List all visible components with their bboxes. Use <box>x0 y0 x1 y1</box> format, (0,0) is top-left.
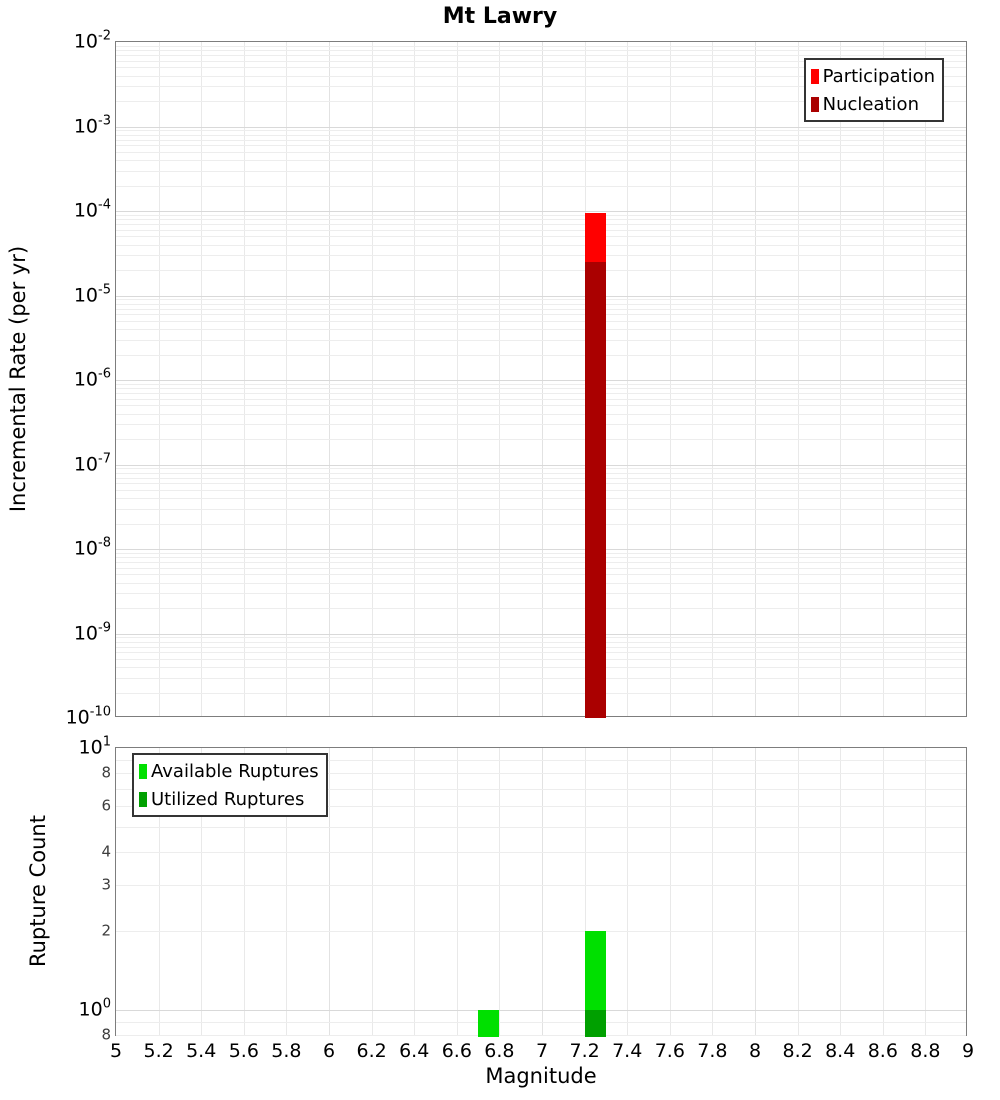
x-tick-label: 8.6 <box>867 1040 898 1062</box>
gridline-horizontal <box>116 647 966 648</box>
x-tick-label: 7.6 <box>654 1040 685 1062</box>
gridline-horizontal <box>116 321 966 322</box>
legend-label: Participation <box>822 65 935 87</box>
legend-marker-icon <box>139 792 147 807</box>
gridline-horizontal <box>116 1022 966 1023</box>
legend-marker-icon <box>139 764 147 779</box>
gridline-vertical <box>542 748 543 1035</box>
gridline-horizontal <box>116 236 966 237</box>
gridline-horizontal <box>116 314 966 315</box>
gridline-horizontal <box>116 885 966 886</box>
gridline-horizontal <box>116 634 966 635</box>
gridline-horizontal <box>116 384 966 385</box>
gridline-horizontal <box>116 388 966 389</box>
gridline-horizontal <box>116 405 966 406</box>
gridline-vertical <box>372 748 373 1035</box>
gridline-horizontal <box>116 211 966 212</box>
gridline-vertical <box>627 748 628 1035</box>
gridline-vertical <box>925 42 926 716</box>
legend-count <box>132 753 328 817</box>
gridline-vertical <box>670 42 671 716</box>
x-tick-label: 7.4 <box>612 1040 643 1062</box>
gridline-horizontal <box>116 296 966 297</box>
y-tick-label: $10^1$ <box>78 734 111 759</box>
gridline-vertical <box>840 748 841 1035</box>
gridline-horizontal <box>116 340 966 341</box>
gridline-horizontal <box>116 135 966 136</box>
y-tick-label: 8 <box>101 1025 111 1044</box>
gridline-horizontal <box>116 130 966 131</box>
x-tick-label: 8.8 <box>910 1040 941 1062</box>
y-tick-label: 3 <box>101 875 111 894</box>
legend-rate <box>804 58 944 122</box>
y-tick-label: $10^{-5}$ <box>73 282 111 306</box>
x-tick-label: 5.6 <box>228 1040 259 1062</box>
gridline-horizontal <box>116 224 966 225</box>
gridline-horizontal <box>116 667 966 668</box>
gridline-horizontal <box>116 568 966 569</box>
y-tick-label: $10^{-2}$ <box>73 28 111 53</box>
gridline-horizontal <box>116 393 966 394</box>
gridline-vertical <box>755 748 756 1035</box>
chart-title: Mt Lawry <box>442 4 558 29</box>
gridline-horizontal <box>116 309 966 310</box>
x-tick-label: 5.4 <box>186 1040 217 1062</box>
bar-available-ruptures <box>478 1010 499 1037</box>
gridline-horizontal <box>116 414 966 415</box>
incremental-rate-panel <box>65 28 967 729</box>
x-tick-label: 8 <box>748 1040 762 1062</box>
x-tick-label: 7 <box>535 1040 549 1062</box>
legend-item-utilized-ruptures <box>139 785 319 813</box>
gridline-horizontal <box>116 215 966 216</box>
gridline-horizontal <box>116 549 966 550</box>
gridline-horizontal <box>116 490 966 491</box>
gridline-horizontal <box>116 255 966 256</box>
gridline-horizontal <box>116 380 966 381</box>
gridline-horizontal <box>116 399 966 400</box>
y-tick-label: 2 <box>101 921 111 940</box>
gridline-horizontal <box>116 152 966 153</box>
gridline-horizontal <box>116 355 966 356</box>
gridline-vertical <box>883 42 884 716</box>
gridline-vertical <box>798 42 799 716</box>
gridline-vertical <box>159 42 160 716</box>
gridline-horizontal <box>116 827 966 828</box>
gridline-vertical <box>925 748 926 1035</box>
gridline-horizontal <box>116 127 966 128</box>
y-tick-label: 6 <box>101 796 111 815</box>
x-tick-label: 5.8 <box>271 1040 302 1062</box>
gridline-vertical <box>627 42 628 716</box>
legend-label: Nucleation <box>822 93 919 115</box>
gridline-horizontal <box>116 465 966 466</box>
gridline-horizontal <box>116 509 966 510</box>
gridline-horizontal <box>116 483 966 484</box>
gridline-vertical <box>499 42 500 716</box>
y-tick-label: $10^{-3}$ <box>73 113 111 137</box>
gridline-horizontal <box>116 608 966 609</box>
x-tick-label: 6 <box>322 1040 336 1062</box>
y-tick-label: $10^0$ <box>78 996 111 1021</box>
gridline-vertical <box>755 42 756 716</box>
gridline-horizontal <box>116 140 966 141</box>
gridline-horizontal <box>116 468 966 469</box>
gridline-vertical <box>329 42 330 716</box>
gridline-horizontal <box>116 562 966 563</box>
gridline-horizontal <box>116 230 966 231</box>
gridline-vertical <box>286 42 287 716</box>
gridline-horizontal <box>116 478 966 479</box>
gridline-horizontal <box>116 304 966 305</box>
gridline-horizontal <box>116 219 966 220</box>
gridline-horizontal <box>116 498 966 499</box>
x-tick-label: 8.2 <box>782 1040 813 1062</box>
gridline-horizontal <box>116 693 966 694</box>
y-tick-label: $10^{-9}$ <box>73 620 111 644</box>
x-tick-label: 6.8 <box>484 1040 515 1062</box>
gridline-vertical <box>414 42 415 716</box>
gridline-vertical <box>883 748 884 1035</box>
gridline-vertical <box>712 42 713 716</box>
bar-utilized-ruptures <box>585 1010 606 1037</box>
gridline-vertical <box>414 748 415 1035</box>
legend-label: Utilized Ruptures <box>151 788 305 810</box>
gridline-horizontal <box>116 524 966 525</box>
rate-y-axis-label: Incremental Rate (per yr) <box>6 245 30 513</box>
gridline-vertical <box>798 748 799 1035</box>
legend-item-participation <box>811 62 935 90</box>
gridline-horizontal <box>116 186 966 187</box>
gridline-horizontal <box>116 652 966 653</box>
x-tick-label: 7.8 <box>697 1040 728 1062</box>
gridline-horizontal <box>116 439 966 440</box>
gridline-vertical <box>457 748 458 1035</box>
legend-item-available-ruptures <box>139 757 319 785</box>
x-tick-label: 9 <box>961 1040 975 1062</box>
bar-nucleation <box>585 262 606 718</box>
gridline-horizontal <box>116 171 966 172</box>
gridline-horizontal <box>116 1035 966 1036</box>
gridline-horizontal <box>116 473 966 474</box>
gridline-vertical <box>329 748 330 1035</box>
gridline-horizontal <box>116 270 966 271</box>
y-tick-label: $10^{-6}$ <box>73 366 111 391</box>
legend-marker-icon <box>811 97 819 112</box>
gridline-horizontal <box>116 557 966 558</box>
gridline-horizontal <box>116 299 966 300</box>
gridline-horizontal <box>116 678 966 679</box>
gridline-horizontal <box>116 329 966 330</box>
legend-label: Available Ruptures <box>151 760 319 782</box>
gridline-horizontal <box>116 55 966 56</box>
x-tick-label: 7.2 <box>569 1040 600 1062</box>
x-tick-label: 6.2 <box>356 1040 387 1062</box>
gridline-horizontal <box>116 145 966 146</box>
gridline-horizontal <box>116 583 966 584</box>
gridline-vertical <box>372 42 373 716</box>
gridline-horizontal <box>116 659 966 660</box>
y-tick-label: $10^{-4}$ <box>73 197 111 222</box>
gridline-horizontal <box>116 50 966 51</box>
gridline-horizontal <box>116 931 966 932</box>
gridline-vertical <box>542 42 543 716</box>
x-axis-label: Magnitude <box>485 1064 597 1088</box>
gridline-horizontal <box>116 852 966 853</box>
count-y-axis-label: Rupture Count <box>26 815 50 967</box>
legend-item-nucleation <box>811 90 935 118</box>
x-tick-label: 5.2 <box>143 1040 174 1062</box>
gridline-horizontal <box>116 46 966 47</box>
gridline-vertical <box>244 42 245 716</box>
y-tick-label: $10^{-10}$ <box>65 704 111 729</box>
gridline-vertical <box>457 42 458 716</box>
gridline-vertical <box>840 42 841 716</box>
rupture-count-panel <box>78 734 975 1062</box>
gridline-horizontal <box>116 642 966 643</box>
gridline-vertical <box>670 748 671 1035</box>
gridline-horizontal <box>116 160 966 161</box>
gridline-horizontal <box>116 1010 966 1011</box>
gridline-vertical <box>712 748 713 1035</box>
gridline-vertical <box>201 42 202 716</box>
y-tick-label: 4 <box>101 842 111 861</box>
gridline-vertical <box>499 748 500 1035</box>
gridline-horizontal <box>116 574 966 575</box>
gridline-horizontal <box>116 245 966 246</box>
x-tick-label: 6.6 <box>441 1040 472 1062</box>
y-tick-label: $10^{-8}$ <box>73 535 111 560</box>
x-tick-label: 6.4 <box>399 1040 430 1062</box>
legend-marker-icon <box>811 69 819 84</box>
gridline-horizontal <box>116 593 966 594</box>
gridline-horizontal <box>116 553 966 554</box>
x-tick-label: 8.4 <box>825 1040 856 1062</box>
y-tick-label: $10^{-7}$ <box>73 451 111 475</box>
y-tick-label: 8 <box>101 763 111 782</box>
x-tick-label: 5 <box>109 1040 123 1062</box>
gridline-horizontal <box>116 424 966 425</box>
gridline-horizontal <box>116 637 966 638</box>
